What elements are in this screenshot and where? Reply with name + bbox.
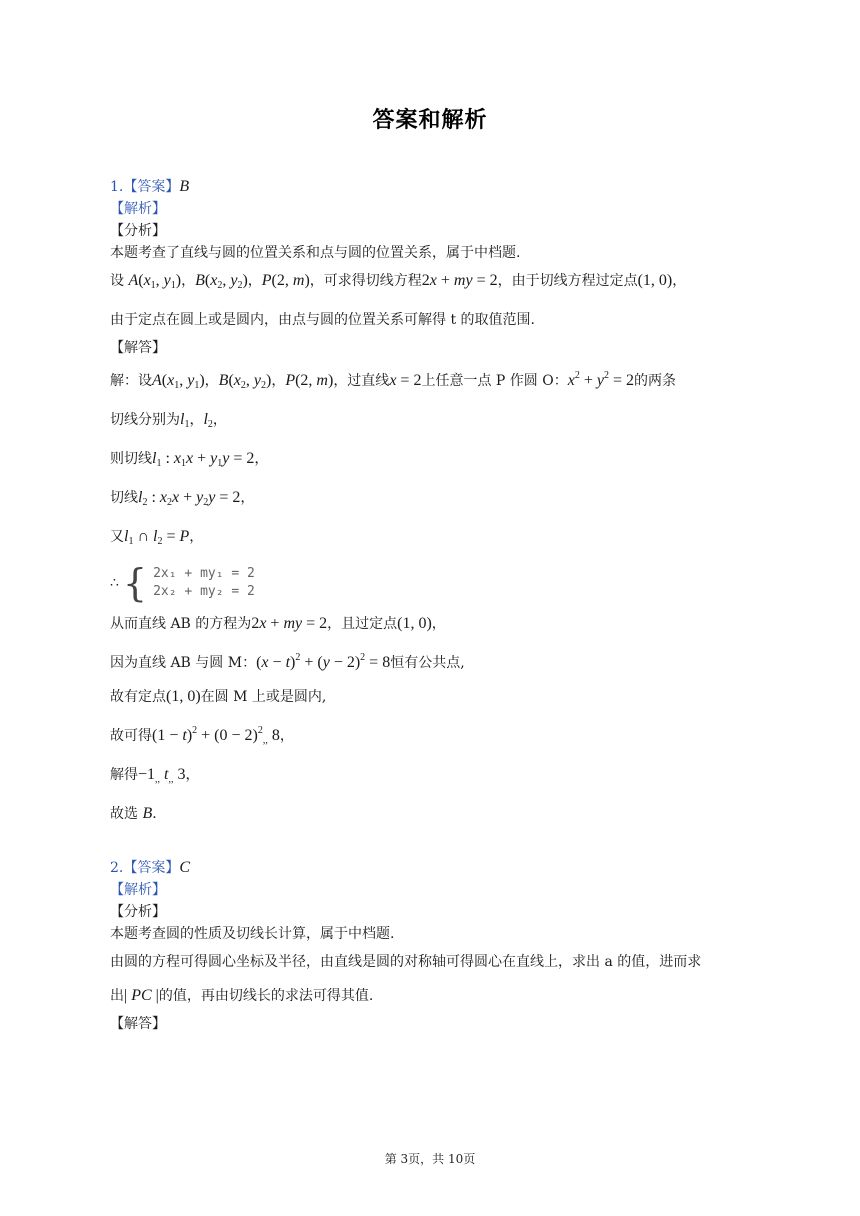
q1-solution-line12: 故选 B. xyxy=(110,805,157,822)
page-footer: 第 3页，共 10页 xyxy=(384,1152,476,1166)
q1-final-choice: B xyxy=(142,805,153,822)
q1-solution-line4: 切线$l_2$ : $x_2x + y_2y = 2$， xyxy=(110,489,255,508)
math-expr: $l_2$ : $x_2x + y_2y = 2$ xyxy=(138,489,241,508)
math-expr: P(2, m) xyxy=(261,272,310,289)
math-expr: $A(x_1$, $y_1$) xyxy=(152,372,205,391)
q2-answer-label: 2.【答案】 xyxy=(110,860,180,876)
q1-fenxi-line3: 由于定点在圆上或是圆内，由点与圆的位置关系可解得 t 的取值范围. xyxy=(110,312,535,328)
q1-fenxi-heading: 【分析】 xyxy=(110,223,166,239)
q1-answer-line xyxy=(110,176,750,198)
math-expr: $l_1$ ∩ $l_2 = P$ xyxy=(124,528,190,547)
page-title: 答案和解析 xyxy=(372,108,488,133)
q2-answer-line xyxy=(110,857,750,879)
q1-solution-line9: 故有定点(1, 0)在圆 M 上或是圆内, xyxy=(110,688,327,705)
math-expr: x = 2 xyxy=(389,372,422,389)
math-expr: (1, 0) xyxy=(397,615,432,632)
math-expr: $l_1$ xyxy=(180,411,190,430)
q1-solution-line5: 又$l_1$ ∩ $l_2 = P$， xyxy=(110,528,204,547)
q1-jieda-heading: 【解答】 xyxy=(110,340,166,356)
math-expr: | PC | xyxy=(124,987,159,1004)
q1-jiexi-heading: 【解析】 xyxy=(110,201,166,217)
math-expr: $(1 - t)^2 + (0 - 2)^2_{,,}$ 8 xyxy=(152,725,280,746)
q2-jieda-heading: 【解答】 xyxy=(110,1016,166,1032)
math-expr: $B(x_2$, $y_2$) xyxy=(195,272,248,291)
q1-solution-line11: 解得$-1_{,,}$ $t_{,,}$ 3， xyxy=(110,766,200,785)
equation-system xyxy=(110,559,750,607)
q2-answer-value: C xyxy=(179,859,191,876)
math-expr: $x^2 + y^2 = 2$ xyxy=(567,370,634,389)
q2-fenxi-text1: 本题考查圆的性质及切线长计算，属于中档题. xyxy=(110,926,395,942)
system-equations xyxy=(153,565,255,601)
q1-solution-line8: 因为直线 AB 与圆 M：$(x - t)^2 + (y - 2)^2 = 8$恒有公共点, xyxy=(110,652,465,671)
document-body xyxy=(110,176,750,1035)
math-expr: $A(x_1$, $y_1$) xyxy=(128,272,182,291)
math-expr: $-1_{,,}$ $t_{,,}$ 3 xyxy=(138,766,186,785)
system-equation-2: 2x₂ + my₂ = 2 xyxy=(153,584,255,599)
math-expr: (1, 0) xyxy=(166,688,201,705)
math-expr: $B(x_2$, $y_2$) xyxy=(218,372,272,391)
q2-jiexi-heading: 【解析】 xyxy=(110,882,166,898)
math-expr: 2x + my = 2 xyxy=(251,615,328,632)
math-expr: 2x + my = 2 xyxy=(421,272,498,289)
q1-solution-line10: 故可得$(1 - t)^2 + (0 - 2)^2_{,,}$ 8， xyxy=(110,725,294,746)
q1-fenxi-line2: 设 $A(x_1$, $y_1$)，$B(x_2$, $y_2$)，P(2, m)，可求得切线方程2x + my = 2，由于切线方程过定点(1, 0)， xyxy=(110,272,687,291)
q1-solution-line7: 从而直线 AB 的方程为2x + my = 2，且过定点(1, 0)， xyxy=(110,615,446,632)
math-expr: $l_2$ xyxy=(203,411,213,430)
q1-answer-value: B xyxy=(179,178,190,195)
q1-solution-line2: 切线分别为$l_1$，$l_2$， xyxy=(110,411,227,430)
math-expr: $(x - t)^2 + (y - 2)^2 = 8$ xyxy=(256,652,391,671)
q1-answer-label: 1.【答案】 xyxy=(110,179,180,195)
q1-fenxi-text: 本题考查了直线与圆的位置关系和点与圆的位置关系，属于中档题. xyxy=(110,245,521,261)
q2-fenxi-text3: 出| PC |的值，再由切线长的求法可得其值. xyxy=(110,987,374,1004)
math-expr: (1, 0) xyxy=(637,272,673,289)
therefore-symbol: ∴ xyxy=(110,575,119,591)
q2-fenxi-heading: 【分析】 xyxy=(110,904,166,920)
system-equation-1: 2x₁ + my₁ = 2 xyxy=(153,566,255,581)
left-brace-icon: { xyxy=(122,561,148,605)
question-spacer xyxy=(110,831,750,857)
q1-solution-line3: 则切线$l_1$ : $x_1x + y_1y = 2$， xyxy=(110,450,269,469)
math-expr: $l_1$ : $x_1x + y_1y = 2$ xyxy=(152,450,255,469)
q1-solution-line1: 解：设$A(x_1$, $y_1$)，$B(x_2$, $y_2$)，P(2, m)，过直线x = 2上任意一点 P 作圆 O：$x^2 + y^2 = 2$的两条 xyxy=(110,370,676,391)
q2-fenxi-text2: 由圆的方程可得圆心坐标及半径，由直线是圆的对称轴可得圆心在直线上，求出 a 的值，进而求 xyxy=(110,954,702,970)
math-expr: P(2, m) xyxy=(285,372,334,389)
